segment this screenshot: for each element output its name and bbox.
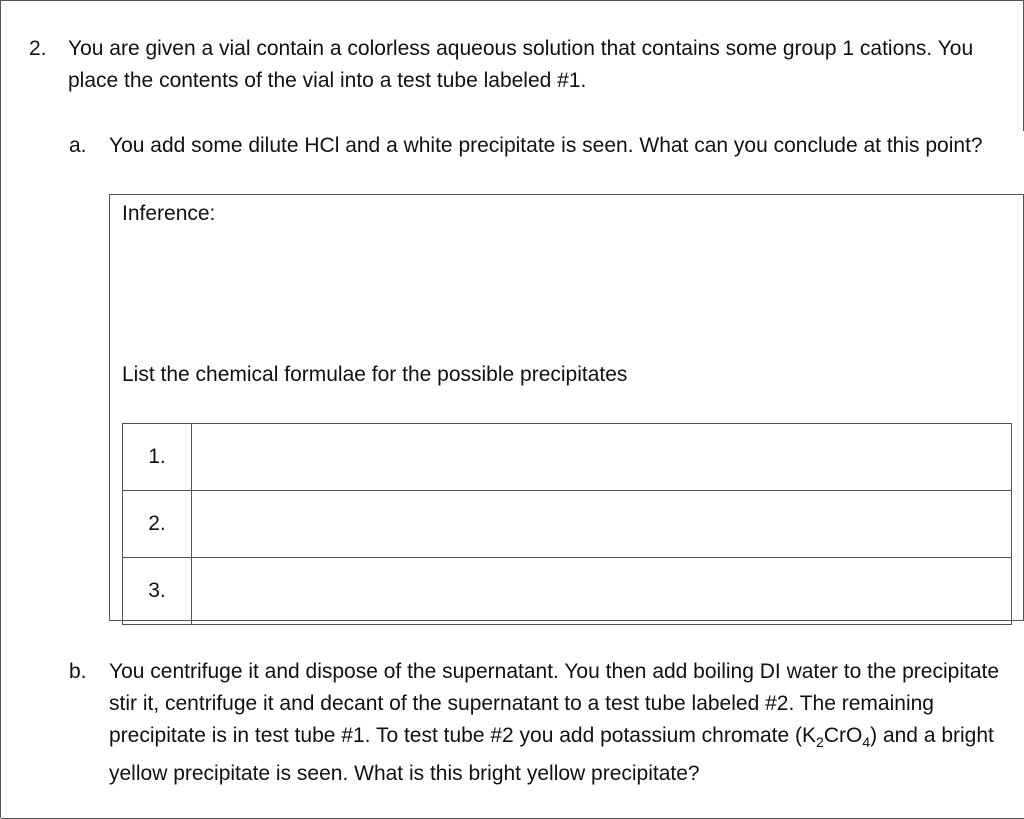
- part-b-text-after: ) and a bright yellow precipitate is seen. What is this bright yellow precipitate?: [109, 724, 994, 786]
- answer-cell-1[interactable]: [192, 424, 1012, 491]
- precipitate-table: [122, 423, 1012, 625]
- subscript-4: 4: [862, 734, 871, 751]
- part-b-label: b.: [69, 660, 87, 683]
- table-row: [123, 424, 1012, 491]
- part-b-text: [109, 656, 1014, 790]
- row-index: 2.: [123, 491, 192, 558]
- precipitate-list-label: List the chemical formulae for the possible precipitates: [122, 363, 628, 386]
- table-row: [123, 558, 1012, 625]
- row-index: 3.: [123, 558, 192, 625]
- question-text: You are given a vial contain a colorless aqueous solution that contains some group 1 cations. You place the contents of the vial into a test tube labeled #1.: [68, 37, 974, 92]
- table-row: [123, 491, 1012, 558]
- part-b-text-before: You centrifuge it and dispose of the supernatant. You then add boiling DI water to the precipitate stir it, centrifuge it and decant of the supernatant to a test tube labeled #2. The remaining precipitate is in test tube #1. To test tube #2 you add potassium chromate (K: [109, 660, 1000, 747]
- inference-label: Inference:: [122, 202, 216, 225]
- row-index: 1.: [123, 424, 192, 491]
- part-a-answer-box: [109, 194, 1024, 621]
- part-a-label: a.: [69, 134, 87, 157]
- part-a-text: You add some dilute HCl and a white precipitate is seen. What can you conclude at this point?: [109, 134, 983, 157]
- subscript-2: 2: [816, 734, 824, 751]
- answer-cell-2[interactable]: [192, 491, 1012, 558]
- question-number: 2.: [29, 37, 47, 60]
- answer-cell-3[interactable]: [192, 558, 1012, 625]
- part-b-formula-mid: CrO: [823, 724, 863, 747]
